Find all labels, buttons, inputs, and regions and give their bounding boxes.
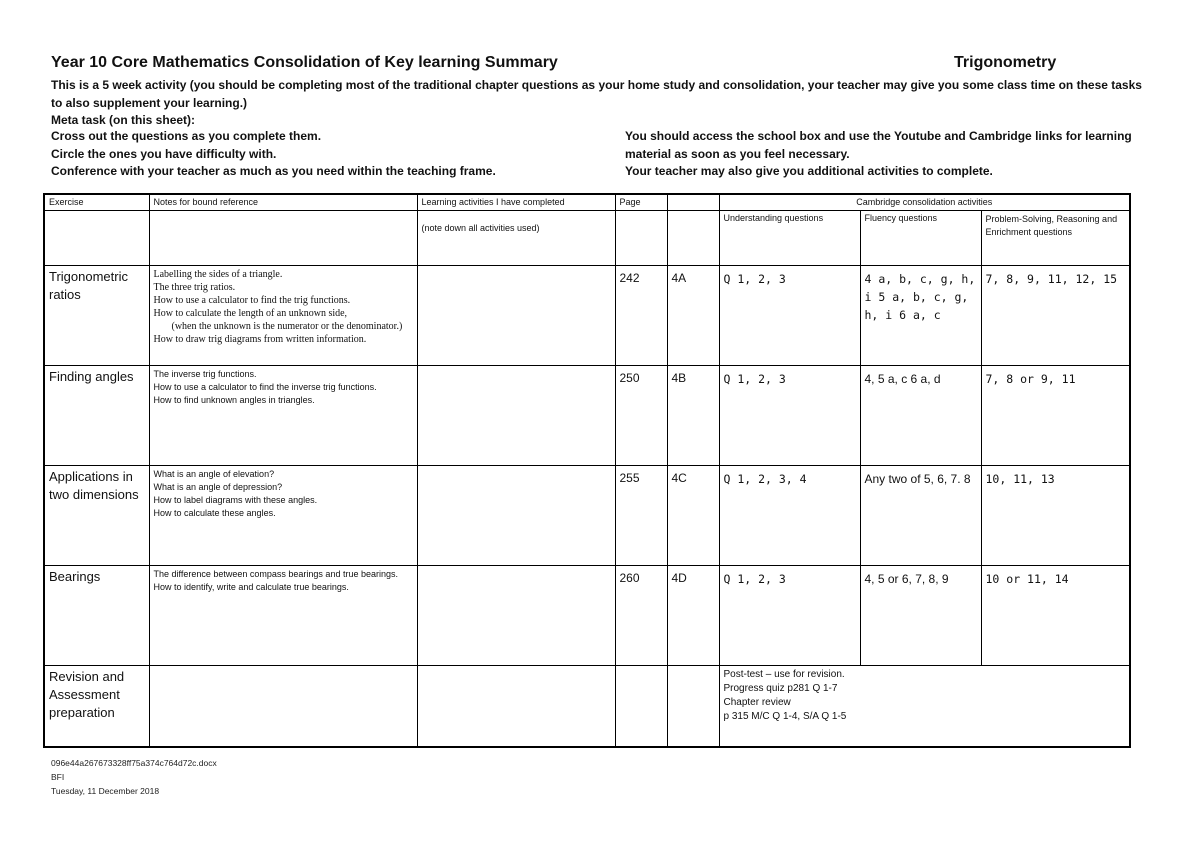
page-number: 255 <box>615 466 667 566</box>
revision-line: Progress quiz p281 Q 1-7 <box>723 683 838 694</box>
page-number: 250 <box>615 366 667 466</box>
table-row <box>44 466 1130 566</box>
learning-cell[interactable] <box>417 366 615 466</box>
header-exercise: Exercise <box>44 194 149 211</box>
note-line: How to use a calculator to find the trig functions. <box>153 295 351 306</box>
note-line: How to draw trig diagrams from written information. <box>153 334 367 345</box>
note-line: What is an angle of elevation? <box>153 469 275 479</box>
section-code: 4C <box>667 466 719 566</box>
page-number: 260 <box>615 566 667 666</box>
exercise-name: Applications in two dimensions <box>44 466 149 566</box>
note-line: The difference between compass bearings and true bearings. <box>153 569 398 579</box>
learning-cell[interactable] <box>417 566 615 666</box>
table-header-row <box>44 194 1130 211</box>
instructions-right <box>625 128 1155 181</box>
table-row-revision <box>44 666 1130 748</box>
footer <box>51 756 217 798</box>
instruction-item: You should access the school box and use the Youtube and Cambridge links for learning material as soon as you feel necessary. <box>625 129 1132 161</box>
subheader-understanding: Understanding questions <box>719 211 860 266</box>
problem-questions: 10 or 11, 14 <box>981 566 1130 666</box>
table-row <box>44 566 1130 666</box>
notes-cell <box>149 366 417 466</box>
note-line: How to identify, write and calculate true bearings. <box>153 582 349 592</box>
notes-cell <box>149 466 417 566</box>
exercise-name: Finding angles <box>44 366 149 466</box>
page-number: 242 <box>615 266 667 366</box>
note-line: How to use a calculator to find the inverse trig functions. <box>153 382 377 392</box>
revision-line: p 315 M/C Q 1-4, S/A Q 1-5 <box>723 711 847 722</box>
note-line: (when the unknown is the numerator or the denominator.) <box>171 321 403 332</box>
note-line: How to label diagrams with these angles. <box>153 495 318 505</box>
fluency-questions: Any two of 5, 6, 7. 8 <box>860 466 981 566</box>
understanding-questions: Q 1, 2, 3, 4 <box>719 466 860 566</box>
topic-title: Trigonometry <box>954 54 1057 71</box>
notes-cell <box>149 266 417 366</box>
note-line: The three trig ratios. <box>153 282 236 293</box>
learning-cell[interactable] <box>417 266 615 366</box>
note-line: How to calculate these angles. <box>153 508 276 518</box>
instructions-left <box>51 128 611 181</box>
intro-line: This is a 5 week activity (you should be completing most of the traditional chapter questions as your home study and consolidation, your teacher may give you some class time on these tasks to also supplement your learning.) <box>51 78 1142 110</box>
note-line: Labelling the sides of a triangle. <box>153 269 283 280</box>
note-line: What is an angle of depression? <box>153 482 283 492</box>
exercise-name: Bearings <box>44 566 149 666</box>
notes-cell <box>149 666 417 748</box>
instruction-item: Conference with your teacher as much as you need within the teaching frame. <box>51 164 496 178</box>
meta-task-heading: Meta task (on this sheet): <box>51 113 196 127</box>
header-page: Page <box>615 194 667 211</box>
subheader-fluency: Fluency questions <box>860 211 981 266</box>
header-section <box>667 194 719 211</box>
section-code: 4D <box>667 566 719 666</box>
header-learning: Learning activities I have completed <box>417 194 615 211</box>
fluency-questions: 4 a, b, c, g, h, i 5 a, b, c, g, h, i 6 a, c <box>860 266 981 366</box>
header-cambridge: Cambridge consolidation activities <box>719 194 1130 211</box>
consolidation-table <box>43 193 1131 748</box>
fluency-questions: 4, 5 or 6, 7, 8, 9 <box>860 566 981 666</box>
table-row <box>44 266 1130 366</box>
section-code: 4B <box>667 366 719 466</box>
learning-cell[interactable] <box>417 666 615 748</box>
instruction-item: Cross out the questions as you complete them. <box>51 129 322 143</box>
note-line: How to find unknown angles in triangles. <box>153 395 315 405</box>
exercise-name: Revision and Assessment preparation <box>44 666 149 748</box>
exercise-name: Trigonometric ratios <box>44 266 149 366</box>
understanding-questions: Q 1, 2, 3 <box>719 366 860 466</box>
note-line: The inverse trig functions. <box>153 369 257 379</box>
subheader-problem: Problem-Solving, Reasoning and Enrichment questions <box>981 211 1130 266</box>
section-code: 4A <box>667 266 719 366</box>
fluency-questions: 4, 5 a, c 6 a, d <box>860 366 981 466</box>
notes-cell <box>149 566 417 666</box>
table-subheader-row <box>44 211 1130 266</box>
instruction-item: Circle the ones you have difficulty with. <box>51 146 277 161</box>
instruction-item: Your teacher may also give you additional activities to complete. <box>625 164 993 178</box>
note-line: How to calculate the length of an unknown side, <box>153 308 348 319</box>
revision-line: Chapter review <box>723 697 791 708</box>
understanding-questions: Q 1, 2, 3 <box>719 266 860 366</box>
footer-date: Tuesday, 11 December 2018 <box>51 786 160 796</box>
learning-cell[interactable] <box>417 466 615 566</box>
understanding-questions: Q 1, 2, 3 <box>719 566 860 666</box>
problem-questions: 10, 11, 13 <box>981 466 1130 566</box>
page-title: Year 10 Core Mathematics Consolidation of Key learning Summary <box>51 54 558 71</box>
footer-author: BFI <box>51 772 65 782</box>
footer-filename: 096e44a267673328ff75a374c764d72c.docx <box>51 758 217 768</box>
problem-questions: 7, 8, 9, 11, 12, 15 <box>981 266 1130 366</box>
revision-line: Post-test – use for revision. <box>723 669 845 680</box>
problem-questions: 7, 8 or 9, 11 <box>981 366 1130 466</box>
intro-text <box>51 77 1151 130</box>
revision-activities <box>719 666 1130 748</box>
header-notes: Notes for bound reference <box>149 194 417 211</box>
subheader-learning: (note down all activities used) <box>417 211 615 266</box>
table-row <box>44 366 1130 466</box>
